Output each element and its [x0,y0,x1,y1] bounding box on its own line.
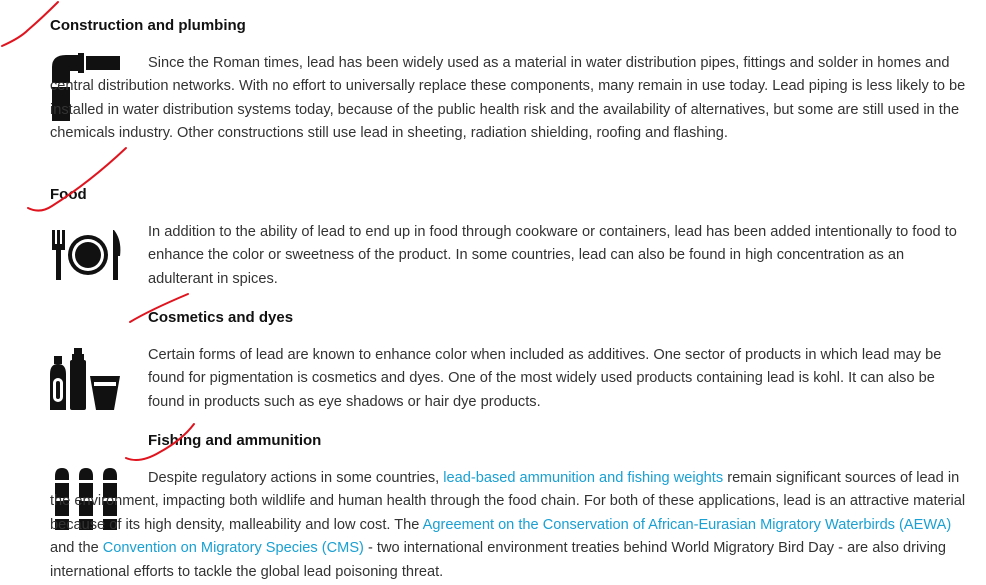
fishing-text-part-2: remain significant sources of lead in the environment, impacting both wildlife and human health through the food chain. For both of these applications, lead is an attractive material because of its high density, malleability and low cost. The [50,470,966,533]
fishing-text-part-1: Despite regulatory actions in some countries, [148,470,444,486]
cosmetics-bottles-icon [50,348,122,410]
plate-cutlery-icon [52,230,122,280]
fishing-text-part-4: - two international environment treaties behind World Migratory Bird Day - are also driving international efforts to tackle the global lead poisoning threat. [50,540,947,580]
fishing-text-part-3: and the [50,540,103,557]
section-heading-food: Food [50,186,87,203]
section-text-cosmetics: Certain forms of lead are known to enhance color when included as additives. One sector of products in which lead may be found for pigmentation is cosmetics and dyes. One of the most widely used products containing lead is kohl. It can also be found in products such as eye shadows or hair dye products. [148,347,942,410]
section-heading-fishing: Fishing and ammunition [148,432,322,449]
link-lead-ammunition[interactable]: lead-based ammunition and fishing weights [443,470,724,486]
section-text-food: In addition to the ability of lead to end up in food through cookware or containers, lead has been added intentionally to food to enhance the color or sweetness of the product. In some countries, lead can also be found in high concentration as an adulterant in spices. [148,224,957,287]
section-text-construction: Since the Roman times, lead has been widely used as a material in water distribution pipes, fittings and solder in homes and central distribution networks. With no effort to universally replace these components, many remain in use today. Lead piping is less likely to be installed in water distribution systems today, because of the public health risk and the availability of alternatives, but some are still used in the chemicals industry. Other constructions still use lead in sheeting, radiation shielding, roofing and flashing. [50,55,966,142]
link-aewa[interactable]: Agreement on the Conservation of African-Eurasian Migratory Waterbirds (AEWA) [422,516,952,533]
link-cms[interactable]: Convention on Migratory Species (CMS) [102,540,364,557]
section-text-fishing [50,467,975,584]
section-heading-cosmetics: Cosmetics and dyes [148,309,294,326]
section-heading-construction: Construction and plumbing [50,17,246,34]
